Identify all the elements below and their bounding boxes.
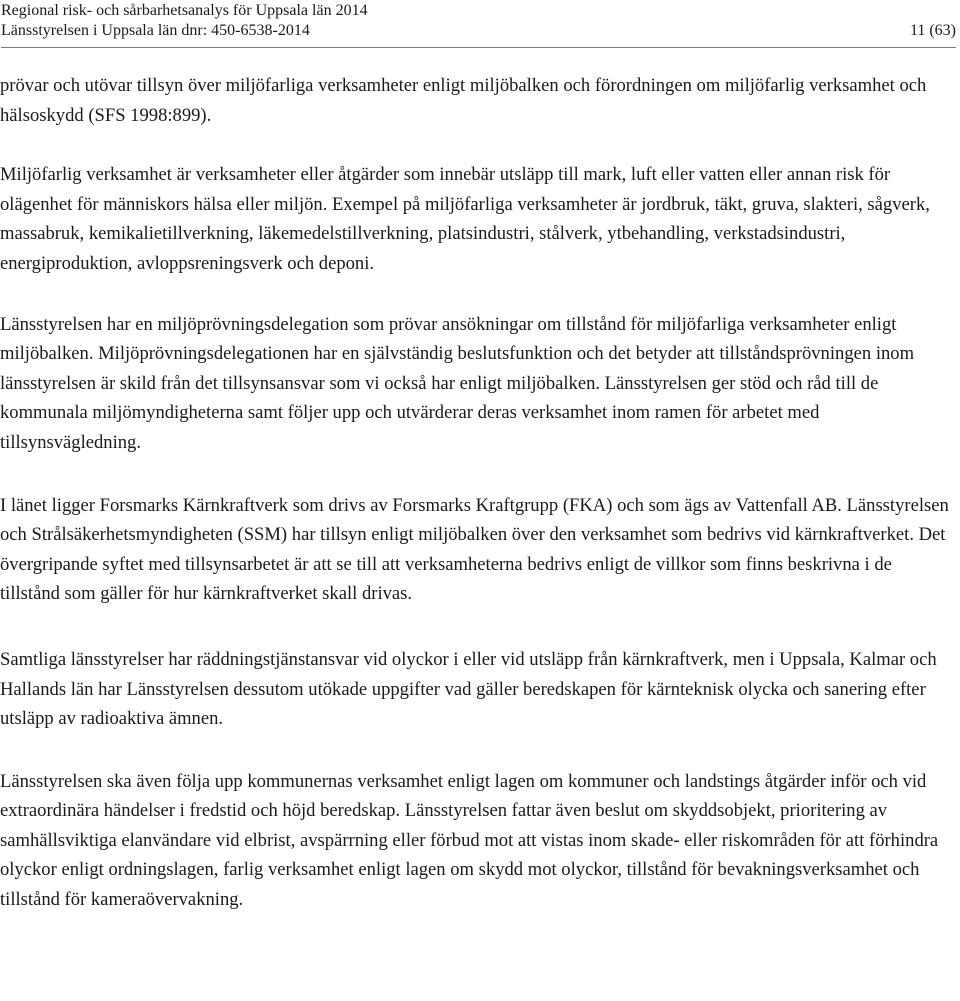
page-header: [1, 1, 956, 41]
document-body: [0, 71, 950, 915]
header-authority: Länsstyrelsen i Uppsala län dnr: 450-6538-2014: [1, 22, 310, 39]
paragraph-4: I länet ligger Forsmarks Kärnkraftverk som drivs av Forsmarks Kraftgrupp (FKA) och som ägs av Vattenfall AB. Länsstyrelsen och Strålsäkerhetsmyndigheten (SSM) har tillsyn enligt miljöbalken över den verksamhet som bedrivs vid kärnkraftverket. Det övergripande syftet med tillsynsarbetet är att se till att verksamheterna bedrivs enligt de villkor som finns beskrivna i de tillstånd som gäller för hur kärnkraftverket skall drivas.: [0, 494, 949, 605]
paragraph-5: Samtliga länsstyrelser har räddningstjänstansvar vid olyckor i eller vid utsläpp från kärnkraftverk, men i Uppsala, Kalmar och Hallands län har Länsstyrelsen dessutom utökade uppgifter vad gäller beredskapen för kärnteknisk olycka och sanering efter utsläpp av radioaktiva ämnen.: [0, 648, 937, 730]
header-divider: [1, 47, 956, 48]
header-row: [1, 21, 956, 41]
paragraph-1: prövar och utövar tillsyn över miljöfarliga verksamheter enligt miljöbalken och förordningen om miljöfarlig verksamhet och hälsoskydd (SFS 1998:899).: [0, 75, 927, 126]
header-title: Regional risk- och sårbarhetsanalys för Uppsala län 2014: [1, 2, 368, 19]
paragraph-6: Länsstyrelsen ska även följa upp kommunernas verksamhet enligt lagen om kommuner och landstings åtgärder inför och vid extraordinära händelser i fredstid och höjd beredskap. Länsstyrelsen fattar även beslut om skyddsobjekt, prioritering av samhällsviktiga elanvändare vid elbrist, avspärrning eller förbud mot att vistas inom skade- eller riskområden för att förhindra olyckor enligt ordningslagen, farlig verksamhet enligt lagen om skydd mot olyckor, tillstånd för bevakningsverksamhet och tillstånd för kameraövervakning.: [0, 770, 939, 911]
paragraph-3: Länsstyrelsen har en miljöprövningsdelegation som prövar ansökningar om tillstånd för miljöfarliga verksamheter enligt miljöbalken. Miljöprövningsdelegationen har en självständig beslutsfunktion och det betyder att tillståndsprövningen inom länsstyrelsen är skild från det tillsynsansvar som vi också har enligt miljöbalken. Länsstyrelsen ger stöd och råd till de kommunala miljömyndigheterna samt följer upp och utvärderar deras verksamhet inom ramen för arbetet med tillsynsvägledning.: [0, 313, 915, 453]
paragraph-2: Miljöfarlig verksamhet är verksamheter eller åtgärder som innebär utsläpp till mark, luft eller vatten eller annan risk för olägenhet för människors hälsa eller miljön. Exempel på miljöfarliga verksamheter är jordbruk, täkt, gruva, slakteri, sågverk, massabruk, kemikalietillverkning, läkemedelstillverkning, platsindustri, stålverk, ytbehandling, verkstadsindustri, energiproduktion, avloppsreningsverk och deponi.: [0, 164, 930, 274]
page-number: 11 (63): [909, 22, 956, 39]
